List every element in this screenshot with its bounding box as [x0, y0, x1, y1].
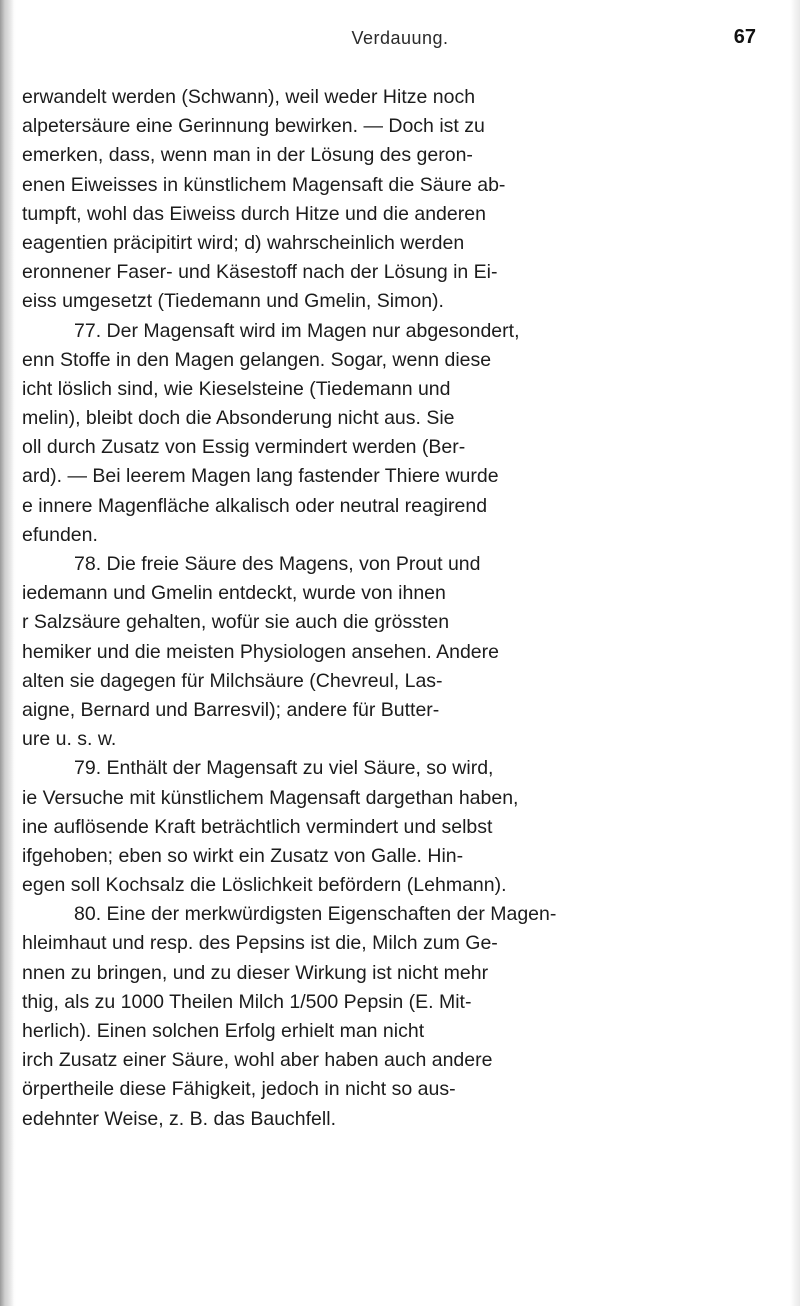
running-title: Verdauung. [351, 28, 449, 48]
text-line: emerken, dass, wenn man in der Lösung des geron- [22, 144, 473, 167]
binding-shadow [0, 0, 14, 1306]
text-line: egen soll Kochsalz die Löslichkeit befördern (Lehmann). [22, 874, 507, 897]
text-line: eronnener Faser- und Käsestoff nach der Lösung in Ei- [22, 261, 498, 284]
text-line: aigne, Bernard und Barresvil); andere für Butter- [22, 698, 440, 721]
text-line: iedemann und Gmelin entdeckt, wurde von ihnen [22, 582, 446, 605]
text-line: erwandelt werden (Schwann), weil weder Hitze noch [22, 86, 476, 108]
text-line: ie Versuche mit künstlichem Magensaft dargethan haben, [22, 786, 519, 809]
text-line: hleimhaut und resp. des Pepsins ist die, Milch zum Ge- [22, 932, 498, 955]
text-line: efunden. [22, 523, 98, 546]
text-line: melin), bleibt doch die Absonderung nicht aus. Sie [22, 407, 455, 430]
text-line: alten sie dagegen für Milchsäure (Chevreul, Las- [22, 669, 443, 692]
text-line: ine auflösende Kraft beträchtlich vermindert und selbst [22, 815, 493, 838]
paragraph-start-79: 79. Enthält der Magensaft zu viel Säure, so wird, [74, 757, 494, 780]
page-number: 67 [733, 26, 756, 48]
text-line: r Salzsäure gehalten, wofür sie auch die grössten [22, 611, 450, 634]
text-line: eiss umgesetzt (Tiedemann und Gmelin, Simon). [22, 290, 444, 313]
paragraph-start-78: 78. Die freie Säure des Magens, von Prout und [74, 553, 481, 575]
page-header [0, 28, 800, 68]
page-edge [790, 0, 800, 1306]
text-line: ure u. s. w. [22, 728, 117, 751]
body-text [18, 83, 762, 1134]
text-line: eagentien präcipitirt wird; d) wahrscheinlich werden [22, 231, 465, 254]
text-line: irch Zusatz einer Säure, wohl aber haben auch andere [22, 1049, 493, 1072]
text-line: oll durch Zusatz von Essig vermindert werden (Ber- [22, 436, 466, 459]
text-line: hemiker und die meisten Physiologen ansehen. Andere [22, 640, 499, 663]
text-line: e innere Magenfläche alkalisch oder neutral reagirend [22, 494, 488, 517]
text-line: nnen zu bringen, und zu dieser Wirkung ist nicht mehr [22, 961, 489, 984]
text-line: herlich). Einen solchen Erfolg erhielt man nicht [22, 1020, 425, 1042]
text-line: enen Eiweisses in künstlichem Magensaft die Säure ab- [22, 173, 506, 196]
text-line: ifgehoben; eben so wirkt ein Zusatz von Galle. Hin- [22, 844, 464, 867]
text-line: icht löslich sind, wie Kieselsteine (Tiedemann und [22, 377, 451, 400]
text-line: alpetersäure eine Gerinnung bewirken. — Doch ist zu [22, 115, 485, 138]
text-line: edehnter Weise, z. B. das Bauchfell. [22, 1107, 336, 1130]
text-line: ard). — Bei leerem Magen lang fastender Thiere wurde [22, 465, 499, 488]
paragraph-start-77: 77. Der Magensaft wird im Magen nur abgesondert, [74, 319, 520, 342]
text-line: enn Stoffe in den Magen gelangen. Sogar, wenn diese [22, 348, 492, 371]
paragraph-start-80: 80. Eine der merkwürdigsten Eigenschaften der Magen- [74, 903, 557, 926]
text-line: tumpft, wohl das Eiweiss durch Hitze und die anderen [22, 202, 486, 225]
text-line: thig, als zu 1000 Theilen Milch 1/500 Pepsin (E. Mit- [22, 990, 472, 1013]
text-line: örpertheile diese Fähigkeit, jedoch in nicht so aus- [22, 1078, 456, 1101]
